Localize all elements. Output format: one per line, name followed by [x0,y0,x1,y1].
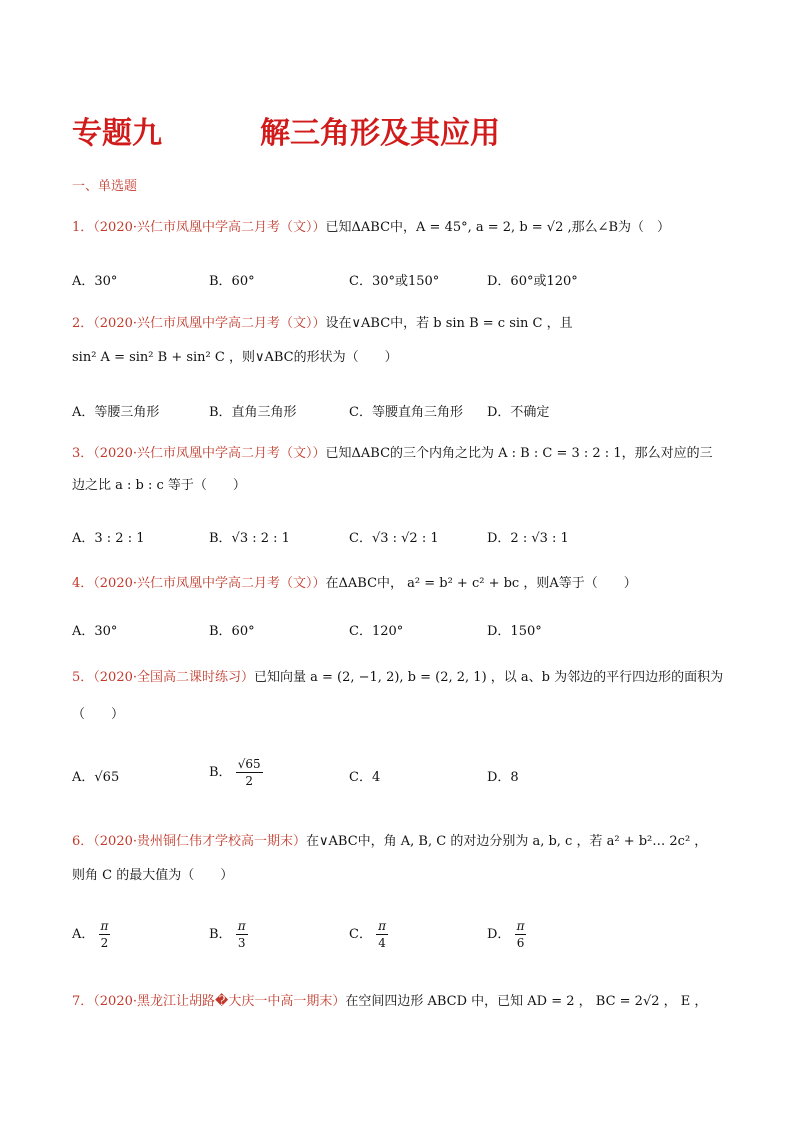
question-7 [72,992,732,1012]
question-text: 在ΔABC中， a² = b² + c² + bc ，则A等于（ ） [325,576,637,591]
option-b [209,756,263,789]
option-label: C． [349,927,372,942]
denominator: 2 [245,774,253,788]
question-text: （ ） [72,707,125,722]
option-c: C．√3 : √2 : 1 [349,531,439,546]
question-2 [72,314,732,334]
numerator: π [237,919,246,933]
numerator: π [100,919,109,933]
fraction [236,918,248,951]
question-source: 1．（2020·兴仁市凤凰中学高二月考（文）） [72,220,326,235]
option-b: B．60° [209,274,255,289]
option-d: D．2 : √3 : 1 [487,531,569,546]
title-topic-name: 解三角形及其应用 [260,116,500,151]
question-text: 已知ΔABC的三个内角之比为 A : B : C = 3 : 2 : 1，那么对应的三 [325,446,713,461]
question-4 [72,574,732,594]
option-b: B．60° [209,624,255,639]
question-3 [72,444,732,464]
option-a: A．30° [72,274,118,289]
option-a [72,918,110,951]
question-6-line-2 [72,866,732,886]
option-label: B． [209,765,232,780]
option-c: C．4 [349,770,381,785]
denominator: 6 [516,936,525,950]
option-b: B．√3 : 2 : 1 [209,531,290,546]
option-a: A．3 : 2 : 1 [72,531,145,546]
question-text: 边之比 a : b : c 等于（ ） [72,478,246,493]
question-text: sin² A = sin² B + sin² C ，则∨ABC的形状为（ ） [72,350,398,365]
option-a: A．√65 [72,770,120,785]
option-c: C．120° [349,624,404,639]
question-source: 2．（2020·兴仁市凤凰中学高二月考（文）） [72,316,326,331]
question-2-line-2 [72,348,732,368]
question-6 [72,832,732,852]
option-c: C．等腰直角三角形 [349,405,463,420]
question-text: 已知ΔABC中，A = 45°, a = 2, b = √2 ,那么∠B为（ ） [325,220,671,235]
denominator: 4 [378,936,386,950]
question-5-line-2 [72,705,732,725]
question-2-options [72,401,732,441]
fraction [236,756,263,789]
question-1-options [72,270,732,310]
option-b [209,918,248,951]
question-source: 6．（2020·贵州铜仁伟才学校高一期末） [72,834,306,849]
question-1 [72,218,732,238]
option-a: A．等腰三角形 [72,405,160,420]
option-label: D． [487,927,511,942]
question-5 [72,668,732,688]
section-heading: 一、单选题 [72,179,138,194]
question-6-options [72,918,732,958]
question-text: 在空间四边形 ABCD 中，已知 AD = 2 ， BC = 2√2 ， E ， [345,994,708,1009]
title-topic-number: 专题九 [72,116,162,151]
option-a: A．30° [72,624,118,639]
numerator: π [378,919,386,933]
option-d: D．60°或120° [487,274,578,289]
question-source: 3．（2020·兴仁市凤凰中学高二月考（文）） [72,446,326,461]
page-title [72,108,722,154]
denominator: 2 [100,936,109,950]
option-c: C．30°或150° [349,274,440,289]
option-d: D．150° [487,624,542,639]
fraction [99,918,111,951]
question-source: 5．（2020·全国高二课时练习） [72,670,254,685]
question-source: 4．（2020·兴仁市凤凰中学高二月考（文）） [72,576,326,591]
question-3-options [72,527,732,567]
option-label: A． [72,927,95,942]
fraction [515,918,527,951]
numerator: √65 [237,757,261,771]
question-3-line-2 [72,476,732,496]
fraction [376,918,388,951]
numerator: π [516,919,525,933]
question-4-options [72,620,732,660]
question-5-options [72,756,732,796]
question-text: 设在∨ABC中，若 b sin B = c sin C ，且 [325,316,573,331]
option-b: B．直角三角形 [209,405,297,420]
option-d: D．不确定 [487,405,550,420]
question-text: 则角 C 的最大值为（ ） [72,868,234,883]
question-source: 7．（2020·黑龙江让胡路�大庆一中高一期末） [72,994,346,1009]
option-d: D．8 [487,770,519,785]
question-text: 在∨ABC中，角 A, B, C 的对边分别为 a, b, c ，若 a² + b²… 2c² ， [306,834,708,849]
option-c [349,918,388,951]
option-d [487,918,526,951]
denominator: 3 [237,936,246,950]
option-label: B． [209,927,232,942]
question-text: 已知向量 a = (2, −1, 2), b = (2, 2, 1) ，以 a、b 为邻边的平行四边形的面积为 [254,670,724,685]
